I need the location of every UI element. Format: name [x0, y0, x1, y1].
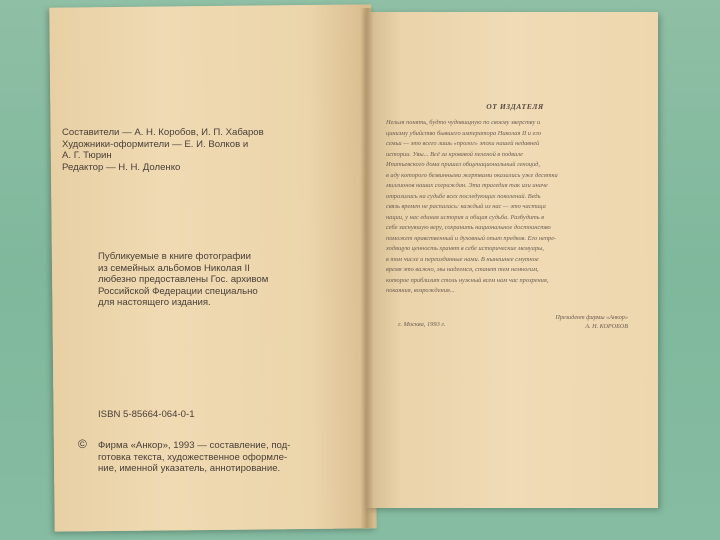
credits-line: А. Г. Тюрин: [62, 150, 112, 162]
body-line: в том числе и переизданные нами. В нынешнее смутное: [386, 255, 539, 263]
body-line: цинизму убийство бывшего императора Николая II и его: [386, 129, 542, 137]
copyright-line: готовка текста, художественное оформле-: [98, 451, 288, 463]
body-line: себе заснувшую веру, сохранить национальное достоинство: [386, 224, 551, 231]
signature-line: А. Н. КОРОБОВ: [585, 323, 628, 330]
photo-note-line: из семейных альбомов Николая II: [98, 262, 250, 274]
photo-note-line: любезно предоставлены Гос. архивом: [98, 274, 269, 286]
body-line: ходящую ценность хранят в себе исторические мемуары,: [386, 245, 544, 252]
credits-block: [62, 127, 302, 173]
copyright-line: ние, именной указатель, аннотирование.: [98, 463, 281, 475]
signature-line: Президент фирмы «Анкор»: [555, 314, 628, 321]
body-line: истории. Увы... Всё за кровавой пеленой в подвале: [386, 150, 523, 158]
signature-block: [532, 313, 628, 331]
credits-line: Художники-оформители — Е. И. Волков и: [62, 138, 249, 150]
publisher-note-body: [386, 118, 626, 297]
body-line: поможет нравственный и духовный опыт предков. Его непре-: [386, 234, 557, 242]
body-line: миллионов наших сограждан. Эта трагедия так или иначе: [386, 182, 548, 189]
body-line: в аду которого безвинными жертвами оказались уже десятки: [386, 171, 558, 179]
body-line: Нельзя понять, будто чудовищную по своему зверству и: [386, 119, 541, 126]
copyright-block: [78, 437, 336, 475]
body-line: Ипатьевского дома пришел общенациональный геноцид,: [386, 161, 541, 168]
body-line: которое приблизит столь нужный всем нам час прозрения,: [386, 276, 549, 284]
body-line: отразилась на судьбе всех последующих поколений. Ведь: [386, 192, 541, 200]
place-date: г. Москва, 1993 г.: [398, 321, 446, 328]
copyright-symbol: ©: [78, 437, 87, 451]
photo-note-line: для настоящего издания.: [98, 297, 211, 309]
publisher-note-title: ОТ ИЗДАТЕЛЯ: [486, 102, 544, 111]
isbn: ISBN 5-85664-064-0-1: [98, 409, 195, 420]
book-gutter: [360, 8, 374, 528]
credits-line: Составители — А. Н. Коробов, И. П. Хабаров: [62, 127, 264, 138]
body-line: время это важно, мы надеемся, станет тем немногим,: [386, 266, 539, 273]
body-line: семьи — это всего лишь «пролог» эпохи нашей недавней: [386, 140, 540, 147]
body-line: нации, у нас единая история и общая судьба. Разбудить в: [386, 213, 545, 221]
copyright-line: Фирма «Анкор», 1993 — составление, под-: [98, 440, 291, 451]
body-line: связь времен не распалась: каждый из нас — это частица: [386, 203, 546, 210]
photo-note-line: Публикуемые в книге фотографии: [98, 251, 251, 262]
photo-note-block: [98, 251, 308, 309]
body-line: покаяния, возрождения...: [386, 287, 455, 294]
photo-note-line: Российской Федерации специально: [98, 285, 258, 297]
credits-line: Редактор — Н. Н. Доленко: [62, 161, 181, 173]
